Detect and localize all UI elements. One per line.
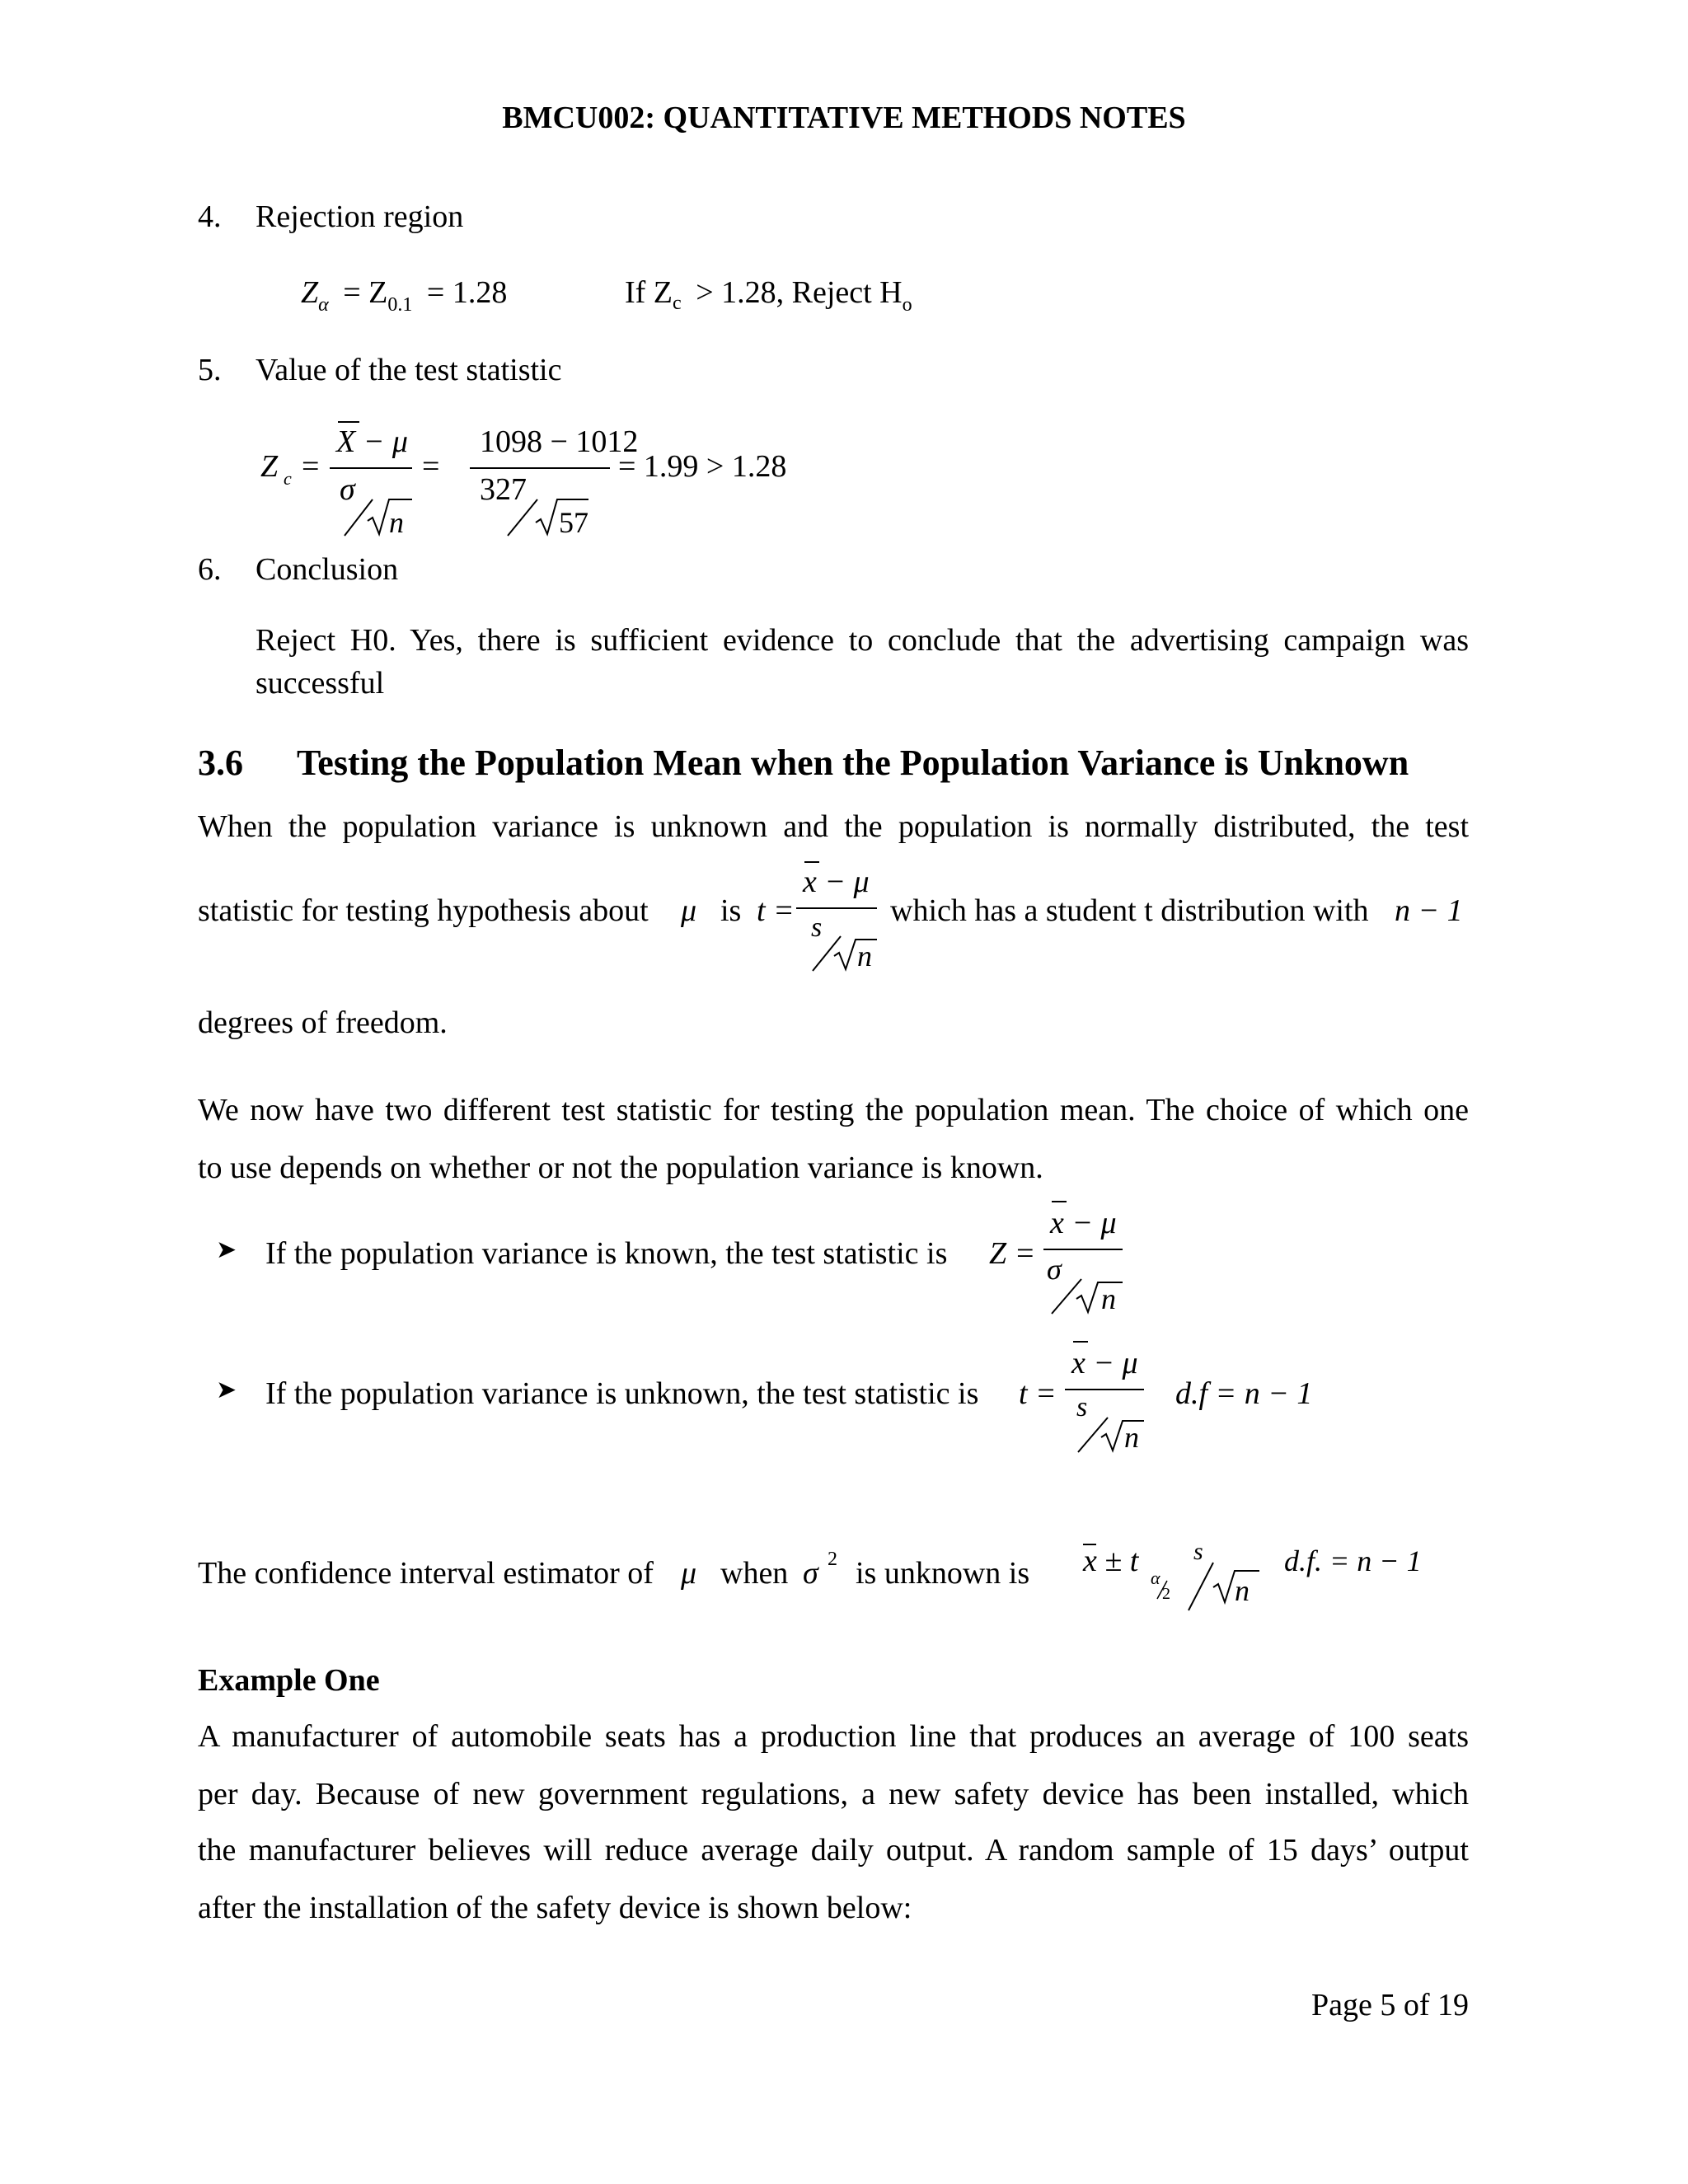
para2-line2: to use depends on whether or not the population variance is known.	[198, 1151, 1043, 1185]
mu-symbol: μ	[681, 893, 697, 928]
rejection-rule	[625, 275, 912, 316]
z-n: n	[1101, 1282, 1116, 1315]
result: = 1.99 > 1.28	[618, 449, 787, 484]
z-numerator: x − μ	[1050, 1206, 1117, 1240]
ci-unknown: is unknown is	[856, 1556, 1030, 1591]
ci-x-pm-t: x ± t	[1083, 1544, 1139, 1578]
conclusion-line-2: successful	[256, 666, 385, 701]
frac1-n: n	[389, 506, 404, 539]
frac2-57: 57	[559, 506, 588, 539]
frac2-numerator: 1098 − 1012	[480, 424, 639, 459]
c-subscript: c	[673, 293, 682, 314]
t-statistic-formula	[1063, 1337, 1162, 1460]
t2-n: n	[1124, 1421, 1139, 1454]
alpha-subscript: α	[318, 294, 329, 316]
ci-mu: μ	[681, 1556, 697, 1591]
t2-slash	[1078, 1418, 1108, 1452]
frac-equals: =	[422, 449, 440, 484]
ci-when: when	[720, 1556, 789, 1591]
para1-line2a: statistic for testing hypothesis about	[198, 893, 649, 928]
page-header: BMCU002: QUANTITATIVE METHODS NOTES	[502, 101, 1186, 135]
step-5-heading: Value of the test statistic	[256, 353, 562, 387]
o-subscript: o	[902, 294, 912, 316]
step-4-number: 4.	[198, 199, 222, 234]
z-statistic-formula	[1040, 1197, 1139, 1320]
critical-value: = 1.28	[426, 275, 508, 310]
frac2-327: 327	[480, 472, 527, 507]
test-statistic-formula	[247, 420, 824, 544]
ci-squared: 2	[828, 1549, 837, 1570]
conclusion-line-1: Reject H0. Yes, there is sufficient evidence to conclude that the advertising campaign was	[256, 623, 1469, 658]
t-equals: t =	[757, 893, 795, 928]
t-statistic-inline	[791, 857, 890, 981]
example-line-3: the manufacturer believes will reduce average daily output. A random sample of 15 days’ output	[198, 1833, 1469, 1868]
ci-formula	[1076, 1535, 1423, 1625]
step-6-number: 6.	[198, 552, 222, 587]
section-number: 3.6	[198, 743, 243, 783]
z-subscript: 0.1	[387, 294, 413, 316]
example-line-1: A manufacturer of automobile seats has a production line that produces an average of 100 seats	[198, 1719, 1469, 1754]
rejection-region-formula	[301, 275, 508, 316]
example-line-2: per day. Because of new government regulations, a new safety device has been installed, which	[198, 1777, 1469, 1811]
step-5-number: 5.	[198, 353, 222, 387]
z-sigma: σ	[1047, 1253, 1062, 1286]
ci-alpha: α	[1151, 1568, 1160, 1588]
zc-z: Z	[260, 449, 279, 484]
bullet-arrow-icon: ➤	[216, 1236, 237, 1263]
example-line-4: after the installation of the safety device is shown below:	[198, 1891, 912, 1925]
step-6-heading: Conclusion	[256, 552, 399, 587]
t-s: s	[811, 912, 823, 943]
bullet-1-text: If the population variance is known, the test statistic is	[265, 1236, 948, 1271]
example-heading: Example One	[198, 1663, 380, 1698]
zc-c: c	[284, 468, 292, 489]
zc-equals: =	[302, 449, 320, 484]
bullet-2-var: t =	[1019, 1376, 1057, 1411]
ci-half: 2	[1162, 1585, 1170, 1603]
para1-line1: When the population variance is unknown and the population is normally distributed, the test	[198, 809, 1469, 844]
ci-df: d.f. = n − 1	[1284, 1544, 1422, 1577]
para1-line3: degrees of freedom.	[198, 1005, 448, 1040]
step-4-heading: Rejection region	[256, 199, 464, 234]
ci-sigma: σ	[803, 1556, 818, 1591]
bullet-2-text: If the population variance is unknown, the test statistic is	[265, 1376, 979, 1411]
frac1-numerator: X − μ	[336, 424, 408, 459]
ci-n: n	[1235, 1574, 1250, 1607]
frac1-sigma: σ	[340, 472, 355, 507]
para2-line1: We now have two different test statistic for testing the population mean. The choice of which one	[198, 1093, 1469, 1127]
z-symbol: Z	[301, 275, 319, 310]
bullet-arrow-icon: ➤	[216, 1376, 237, 1404]
if-z: If Z	[625, 275, 673, 310]
t-numerator: x − μ	[803, 865, 870, 899]
para1-line2b: which has a student t distribution with	[890, 893, 1369, 928]
t2-s: s	[1076, 1392, 1088, 1422]
ci-s: s	[1193, 1538, 1203, 1565]
t2-numerator: x − μ	[1071, 1346, 1138, 1380]
section-title: Testing the Population Mean when the Population Variance is Unknown	[297, 743, 1409, 783]
n-minus-1: n − 1	[1395, 893, 1463, 928]
bullet-1-var: Z =	[989, 1236, 1036, 1271]
is-word: is	[720, 893, 742, 928]
ci-slash	[1189, 1563, 1213, 1610]
equals-z: = Z	[343, 275, 388, 310]
bullet-2-df: d.f = n − 1	[1175, 1376, 1313, 1411]
ci-text-a: The confidence interval estimator of	[198, 1556, 654, 1591]
t-n: n	[857, 940, 872, 972]
reject-text: > 1.28, Reject H	[696, 275, 903, 310]
page-number: Page 5 of 19	[1311, 1988, 1469, 2022]
